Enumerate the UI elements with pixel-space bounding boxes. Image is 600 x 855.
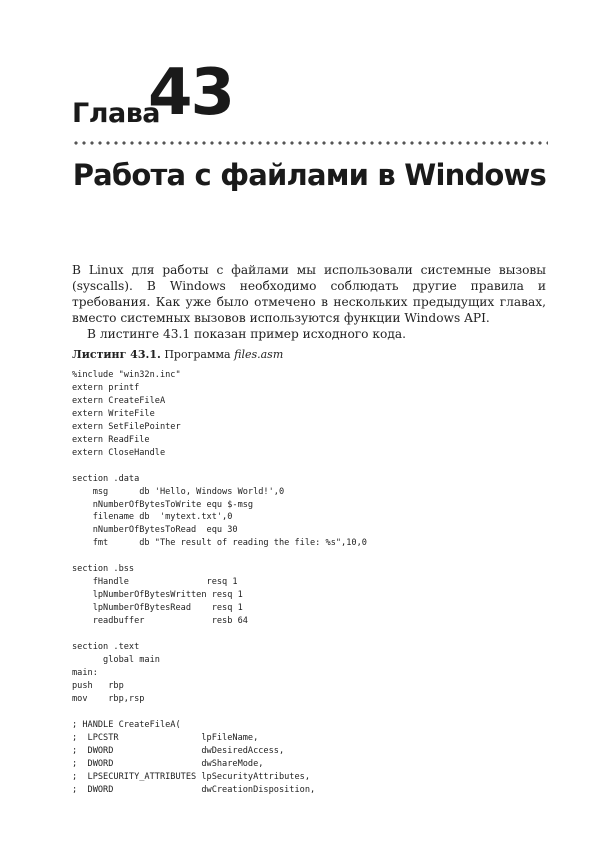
chapter-number: 43 xyxy=(148,56,234,130)
listing-label: Листинг 43.1. xyxy=(72,348,161,361)
code-listing: %include "win32n.inc" extern printf extern CreateFileA extern WriteFile extern SetFilePointer extern ReadFile extern CloseHandle section .data msg db 'Hello, Windows World!',0 nNumberOfBytesToWrite equ $-msg filename db 'mytext.txt',0 nNumberOfBytesToRead equ 30 fmt db "The result of reading the file: %s",10,0 section .bss fHandle resq 1 lpNumberOfBytesWritten resq 1 lpNumberOfBytesRead resq 1 readbuffer resb 64 section .text global main main: push rbp mov rbp,rsp ; HANDLE CreateFileA( ; LPCSTR lpFileName, ; DWORD dwDesiredAccess, ; DWORD dwShareMode, ; LPSECURITY_ATTRIBUTES lpSecurityAttributes, ; DWORD dwCreationDisposition, xyxy=(72,370,367,795)
chapter-title: Работа с файлами в Windows xyxy=(72,158,546,192)
paragraph-intro: В Linux для работы с файлами мы использовали системные вызовы (syscalls). В Windows необходимо соблюдать другие правила и требования. Как уже было отмечено в нескольких предыдущих главах, вместо системных вызовов используются функции Windows API. xyxy=(72,263,546,325)
paragraph-listing-ref: В листинге 43.1 показан пример исходного кода. xyxy=(87,327,406,341)
body-text xyxy=(72,262,546,342)
dotted-divider xyxy=(72,140,548,146)
listing-caption-text: Программа xyxy=(164,348,231,361)
listing-caption xyxy=(72,348,283,361)
chapter-label: Глава xyxy=(72,98,161,129)
listing-filename: files.asm xyxy=(234,348,284,361)
